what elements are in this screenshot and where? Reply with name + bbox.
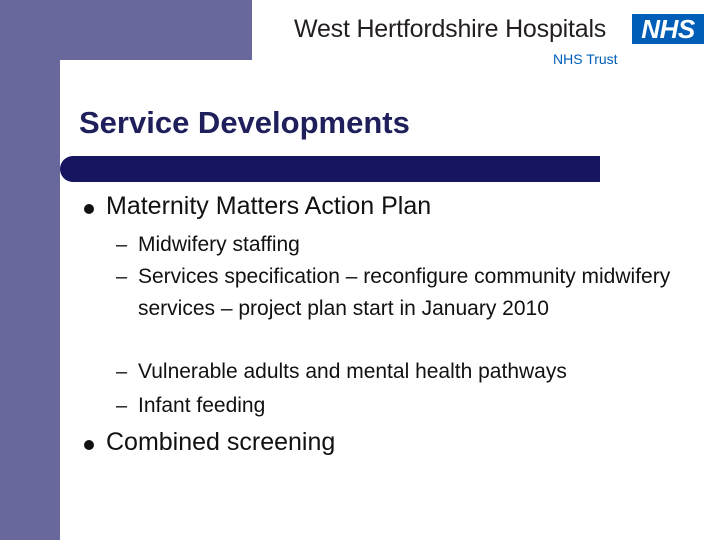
bullet-text: Combined screening [106,428,336,456]
dash-icon: – [116,361,128,383]
sub-bullet-text: Midwifery staffing [138,233,300,256]
left-band [0,0,60,540]
dash-icon: – [116,395,128,417]
dash-icon: – [116,266,128,288]
sub-bullet-text: Infant feeding [138,394,266,417]
bullet-dot-icon [84,204,94,214]
sub-bullet-text: Vulnerable adults and mental health pathways [138,360,567,383]
nhs-logo-badge: NHS [632,14,704,44]
bullet-text: Maternity Matters Action Plan [106,192,432,220]
title-underline-bar [60,156,600,182]
trust-label: NHS Trust [553,51,618,67]
bullet-dot-icon [84,440,94,450]
dash-icon: – [116,234,128,256]
sub-bullet-text: Services specification – reconfigure community midwifery services – project plan start in January 2010 [138,265,671,320]
top-band [0,0,252,60]
org-name: West Hertfordshire Hospitals [294,15,607,43]
slide-title: Service Developments [79,105,410,140]
